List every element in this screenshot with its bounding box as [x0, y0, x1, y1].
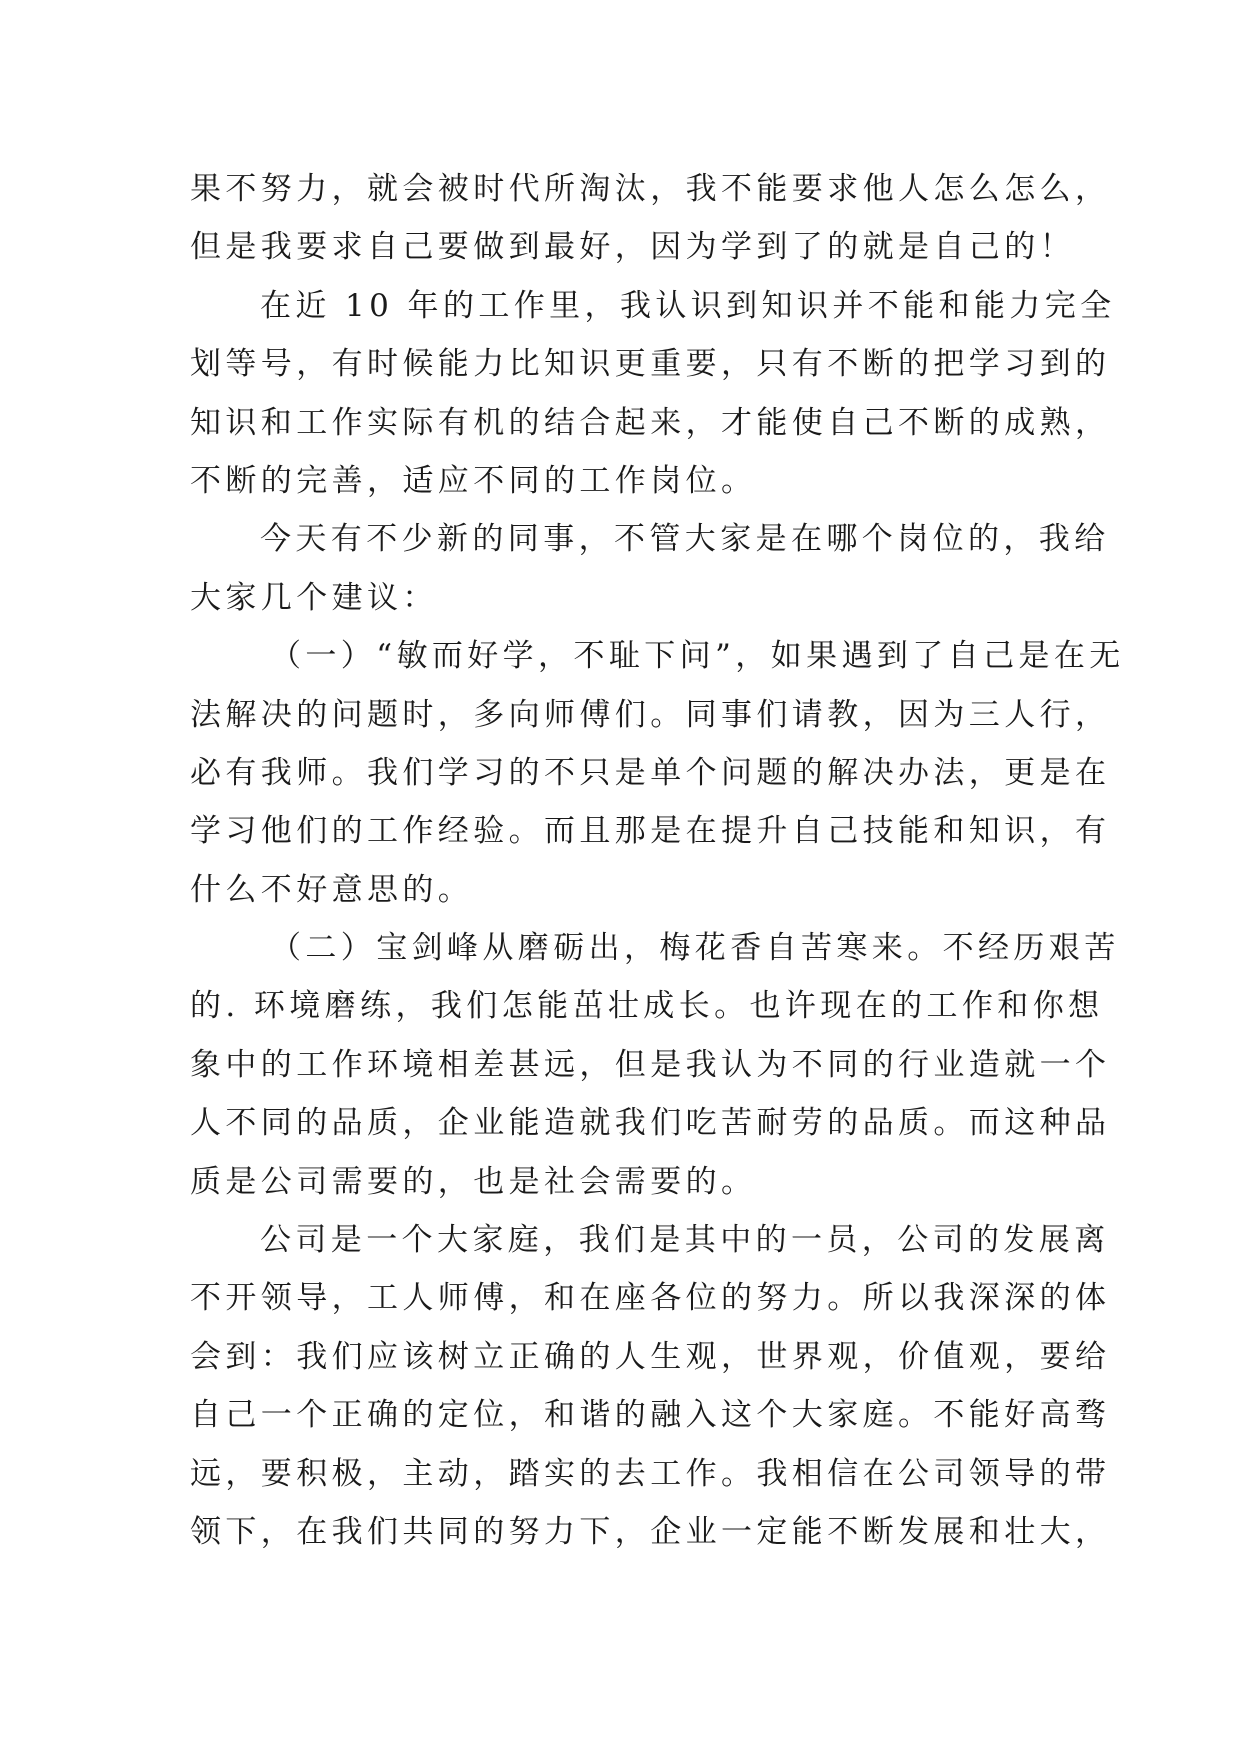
text-line: 的. 环境磨练，我们怎能茁壮成长。也许现在的工作和你想	[190, 988, 1104, 1025]
list-item-start-line: （一）“敏而好学，不耻下问”，如果遇到了自己是在无	[270, 638, 1125, 675]
text-line: 学习他们的工作经验。而且那是在提升自己技能和知识，有	[190, 813, 1111, 850]
text-line: 远，要积极，主动，踏实的去工作。我相信在公司领导的带	[190, 1455, 1111, 1492]
text-line: 自己一个正确的定位，和谐的融入这个大家庭。不能好高骛	[190, 1397, 1111, 1434]
paragraph-start-line: 今天有不少新的同事，不管大家是在哪个岗位的，我给	[260, 521, 1110, 558]
text-line: 划等号，有时候能力比知识更重要，只有不断的把学习到的	[190, 346, 1111, 383]
text-line: 但是我要求自己要做到最好，因为学到了的就是自己的！	[190, 229, 1075, 266]
text-line: 大家几个建议：	[190, 579, 438, 616]
text-line: 质是公司需要的，也是社会需要的。	[190, 1163, 757, 1200]
text-line: 人不同的品质，企业能造就我们吃苦耐劳的品质。而这种品	[190, 1105, 1111, 1142]
document-body	[190, 160, 1125, 1561]
list-item-start-line: （二）宝剑峰从磨砺出，梅花香自苦寒来。不经历艰苦	[270, 930, 1120, 967]
text-line: 知识和工作实际有机的结合起来，才能使自己不断的成熟，	[190, 404, 1111, 441]
text-line: 象中的工作环境相差甚远，但是我认为不同的行业造就一个	[190, 1046, 1111, 1083]
paragraph-start-line: 在近 10 年的工作里，我认识到知识并不能和能力完全	[260, 287, 1116, 324]
text-line: 领下，在我们共同的努力下，企业一定能不断发展和壮大，	[190, 1513, 1111, 1550]
text-line: 果不努力，就会被时代所淘汰，我不能要求他人怎么怎么，	[190, 171, 1111, 207]
text-line: 不断的完善，适应不同的工作岗位。	[190, 462, 757, 499]
text-line: 法解决的问题时，多向师傅们。同事们请教，因为三人行，	[190, 696, 1111, 733]
text-line: 不开领导，工人师傅，和在座各位的努力。所以我深深的体	[190, 1280, 1111, 1317]
text-line: 什么不好意思的。	[190, 871, 474, 908]
text-line: 会到：我们应该树立正确的人生观，世界观，价值观，要给	[190, 1338, 1111, 1375]
text-line: 必有我师。我们学习的不只是单个问题的解决办法，更是在	[190, 754, 1111, 791]
paragraph-start-line: 公司是一个大家庭，我们是其中的一员，公司的发展离	[260, 1222, 1110, 1259]
